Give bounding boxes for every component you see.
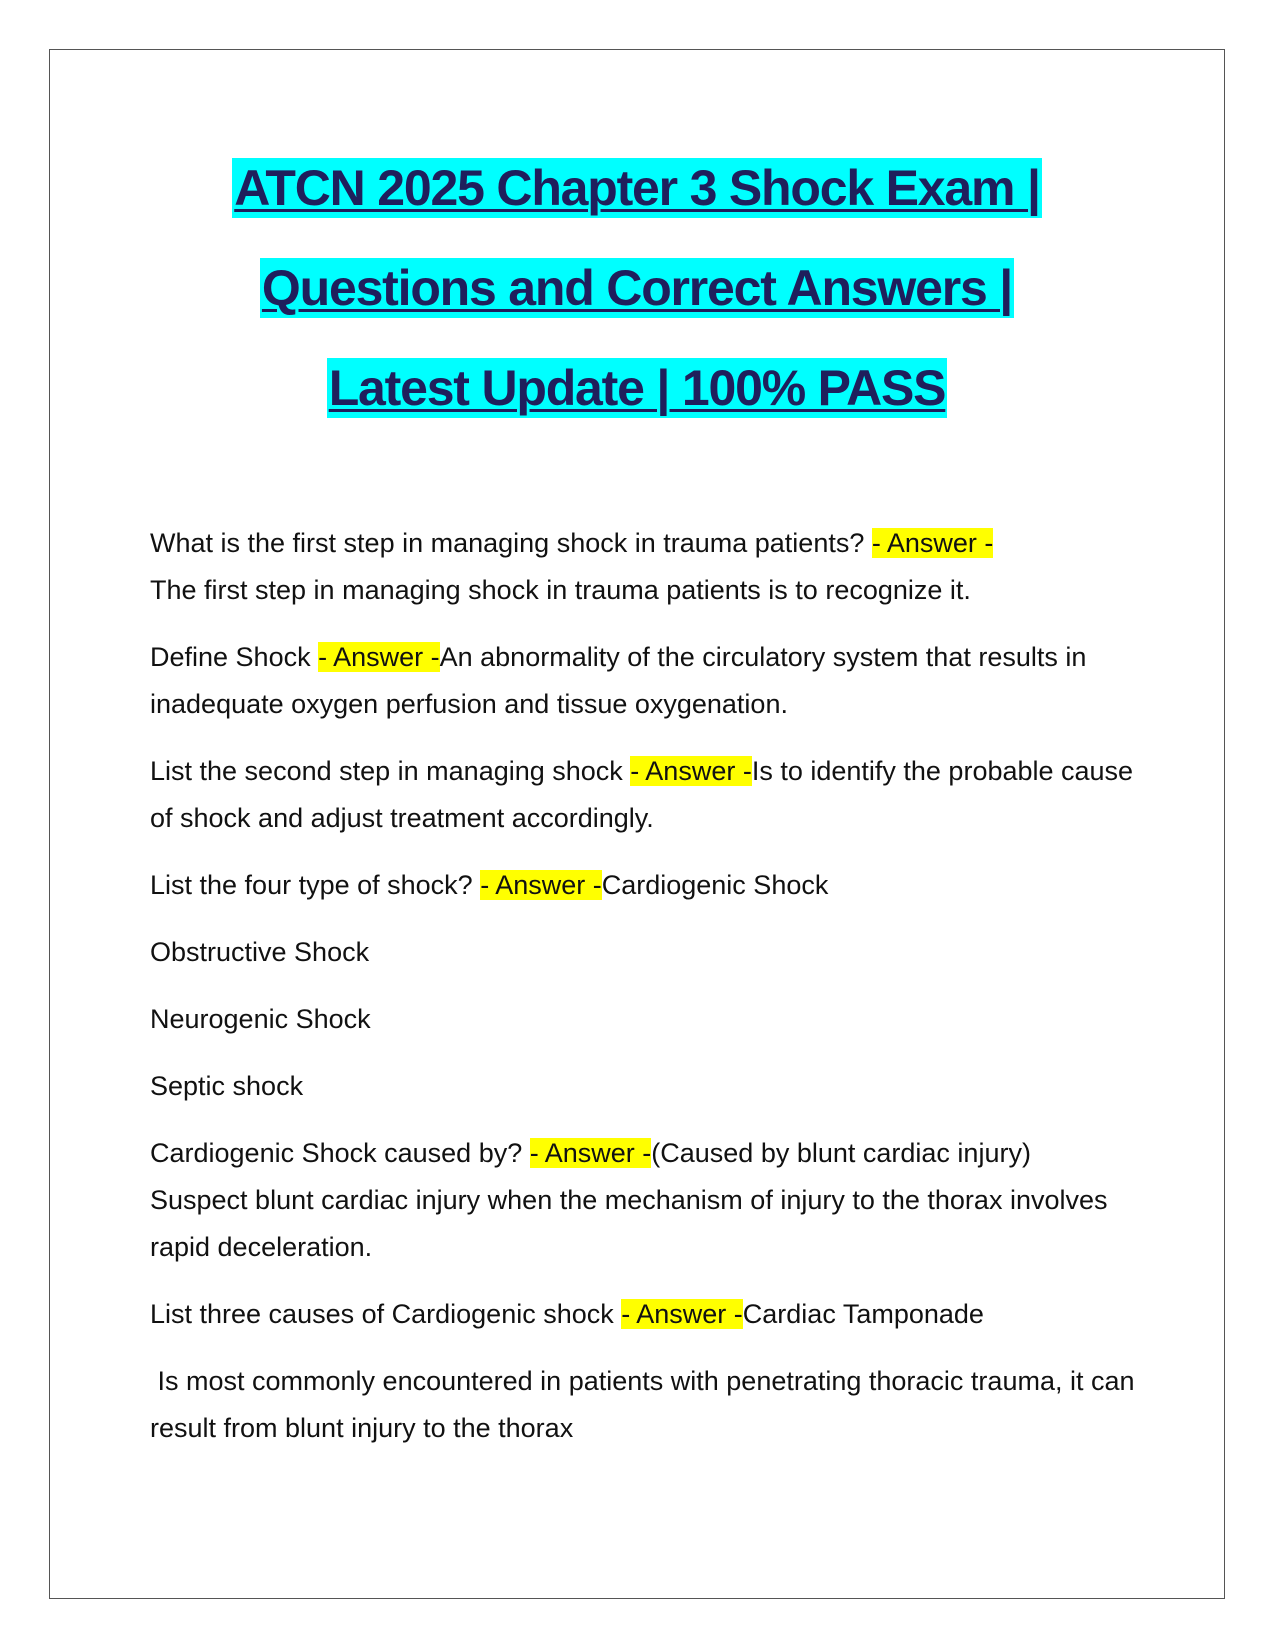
answer-marker: - Answer -	[318, 642, 440, 672]
list-item-obstructive: Obstructive Shock	[150, 937, 370, 967]
question-text: Cardiogenic Shock caused by?	[150, 1138, 530, 1168]
title-line-1-text: ATCN 2025 Chapter 3 Shock Exam |	[234, 160, 1040, 216]
answer-text: An abnormality of the circulatory system that results in inadequate oxygen perfusion and tissue oxygenation.	[150, 642, 1087, 719]
list-item-neurogenic: Neurogenic Shock	[150, 1004, 371, 1034]
qa-item-3	[150, 748, 1150, 842]
answer-marker: - Answer -	[871, 528, 994, 558]
question-text: List the four type of shock?	[150, 870, 481, 900]
qa-item-5	[150, 1130, 1150, 1271]
answer-text: Is to identify the probable cause of shock and adjust treatment accordingly.	[150, 756, 1134, 833]
answer-text: The first step in managing shock in trauma patients is to recognize it.	[150, 575, 971, 605]
qa-content	[150, 520, 1150, 1472]
question-text: List the second step in managing shock	[150, 756, 631, 786]
answer-text: (Caused by blunt cardiac injury)	[651, 1138, 1031, 1168]
qa-item-6	[150, 1291, 1150, 1338]
question-text: What is the first step in managing shock in trauma patients?	[150, 528, 872, 558]
title-line-2	[49, 238, 1225, 338]
title-line-2-text: Questions and Correct Answers |	[261, 260, 1013, 316]
list-item-septic: Septic shock	[150, 1071, 304, 1101]
qa-item-4	[150, 862, 1150, 909]
question-text: List three causes of Cardiogenic shock	[150, 1299, 622, 1329]
question-text: Define Shock	[150, 642, 319, 672]
document-title	[49, 138, 1225, 438]
title-line-1	[49, 138, 1225, 238]
answer-marker: - Answer -	[480, 870, 602, 900]
title-line-3	[49, 338, 1225, 438]
answer-text: Cardiogenic Shock	[601, 870, 829, 900]
answer-marker: - Answer -	[621, 1299, 743, 1329]
answer-marker: - Answer -	[529, 1138, 652, 1168]
answer-marker: - Answer -	[630, 756, 752, 786]
qa-item-2	[150, 634, 1150, 728]
qa-item-1	[150, 520, 1150, 614]
qa-item-6-detail: Is most commonly encountered in patients with penetrating thoracic trauma, it can result from blunt injury to the thorax	[150, 1366, 1143, 1443]
title-line-3-text: Latest Update | 100% PASS	[328, 360, 946, 416]
answer-text: Cardiac Tamponade	[742, 1299, 984, 1329]
answer-text-continued: Suspect blunt cardiac injury when the mechanism of injury to the thorax involves rapid deceleration.	[150, 1185, 1108, 1262]
